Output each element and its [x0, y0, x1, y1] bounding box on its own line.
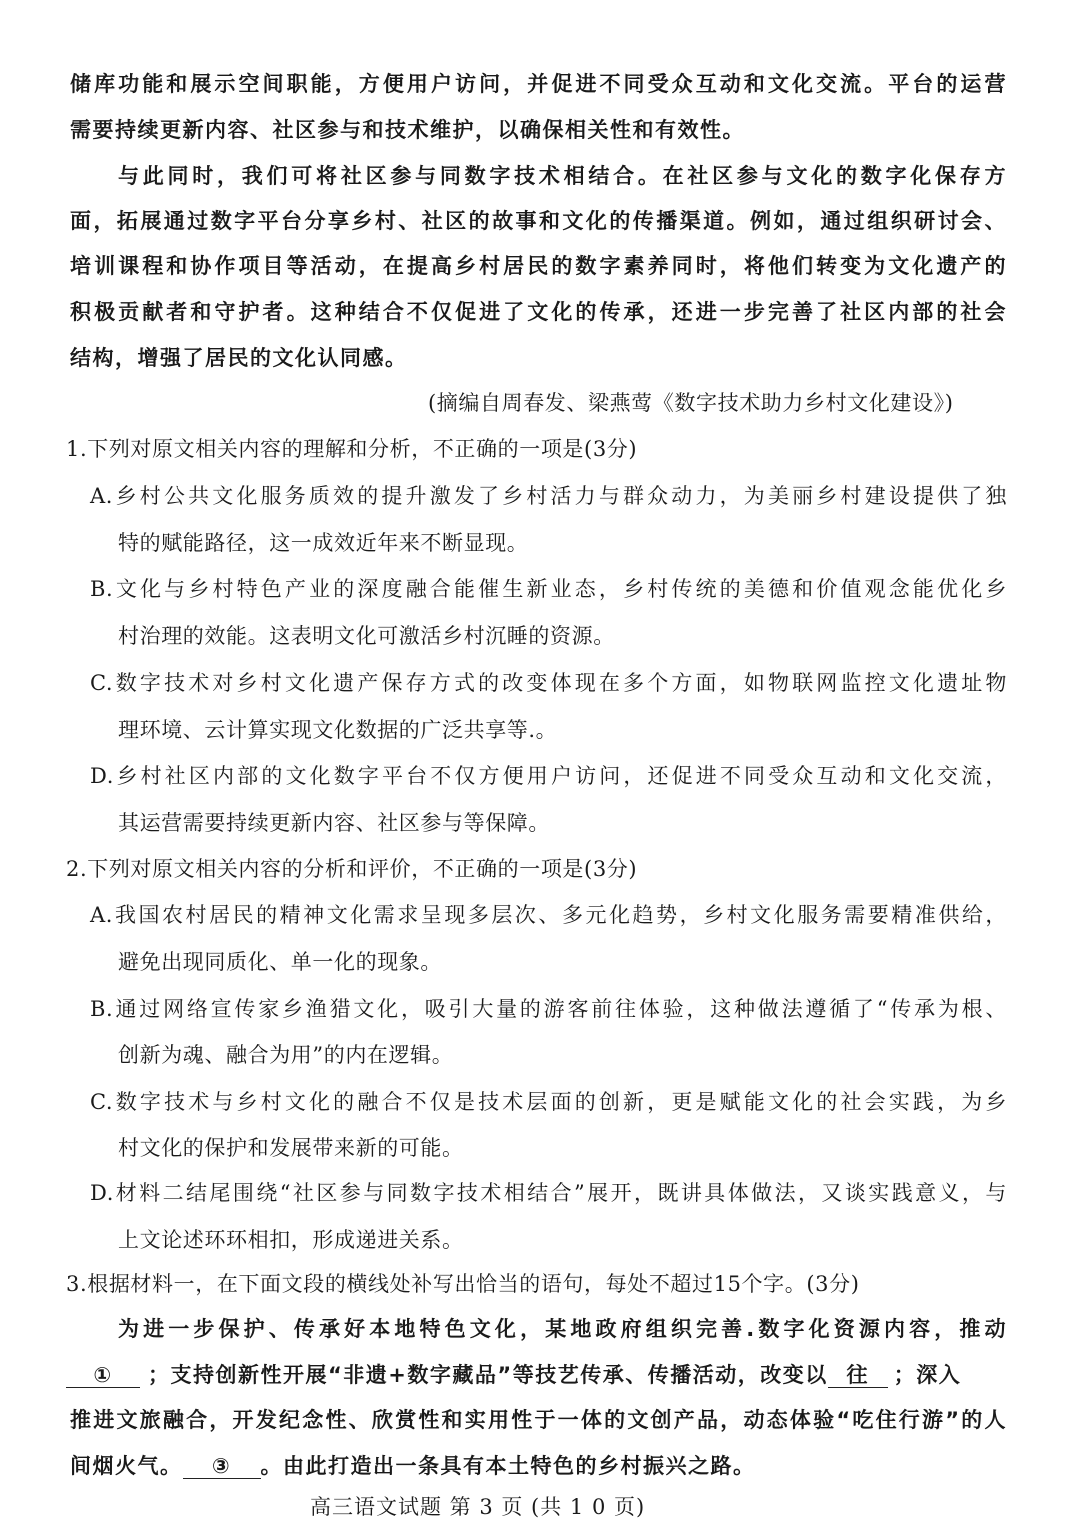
question-3-stem: 3.根据材料一，在下面文段的横线处补写出恰当的语句，每处不超过15个字。(3分)	[66, 1272, 860, 1296]
q1-option-b: B.文化与乡村特色产业的深度融合能催生新业态，乡村传统的美德和价值观念能优化乡	[90, 577, 1007, 601]
q1-option-a-cont: 特的赋能路径，这一成效近年来不断显现。	[118, 531, 529, 555]
q2-option-c-cont: 村文化的保护和发展带来新的可能。	[118, 1136, 464, 1160]
q2-option-b-cont: 创新为魂、融合为用”的内在逻辑。	[118, 1043, 454, 1067]
q1-option-c: C.数字技术对乡村文化遗产保存方式的改变体现在多个方面，如物联网监控文化遗址物	[90, 671, 1007, 695]
q1-option-a: A.乡村公共文化服务质效的提升激发了乡村活力与群众动力，为美丽乡村建设提供了独	[90, 484, 1007, 508]
q1-option-b-cont: 村治理的效能。这表明文化可激活乡村沉睡的资源。	[118, 624, 615, 648]
passage-line: 储库功能和展示空间职能，方便用户访问，并促进不同受众互动和文化交流。平台的运营	[70, 72, 1007, 96]
passage-source: (摘编自周春发、梁燕莺《数字技术助力乡村文化建设》)	[428, 391, 954, 415]
answer-blank-1[interactable]: ①	[66, 1364, 140, 1388]
page-footer: 高三语文试题 第 3 页 (共 1 0 页)	[310, 1495, 646, 1519]
question-2-stem: 2.下列对原文相关内容的分析和评价，不正确的一项是(3分)	[66, 857, 638, 881]
q2-option-d-cont: 上文论述环环相扣，形成递进关系。	[118, 1228, 464, 1252]
q3-text: 。由此打造出一条具有本土特色的乡村振兴之路。	[260, 1454, 756, 1478]
q3-passage-line: 推进文旅融合，开发纪念性、欣赏性和实用性于一体的文创产品，动态体验“吃住行游”的人	[70, 1408, 1007, 1432]
passage-line: 结构，增强了居民的文化认同感。	[70, 346, 408, 370]
passage-line: 面，拓展通过数字平台分享乡村、社区的故事和文化的传播渠道。例如，通过组织研讨会、	[70, 209, 1007, 233]
q2-option-a-cont: 避免出现同质化、单一化的现象。	[118, 950, 442, 974]
q3-text: 间烟火气。	[70, 1454, 183, 1478]
q3-text: ；支持创新性开展“非遗+数字藏品”等技艺传承、传播活动，改变以	[148, 1363, 828, 1387]
q1-option-d: D.乡村社区内部的文化数字平台不仅方便用户访问，还促进不同受众互动和文化交流，	[90, 764, 1007, 788]
q2-option-b: B.通过网络宣传家乡渔猎文化，吸引大量的游客前往体验，这种做法遵循了“传承为根、	[90, 997, 1007, 1021]
passage-line: 积极贡献者和守护者。这种结合不仅促进了文化的传承，还进一步完善了社区内部的社会	[70, 300, 1007, 324]
q3-text: ；深入	[893, 1363, 962, 1387]
passage-line: 需要持续更新内容、社区参与和技术维护，以确保相关性和有效性。	[70, 118, 745, 142]
q3-passage-line: 为进一步保护、传承好本地特色文化，某地政府组织完善.数字化资源内容，推动	[118, 1317, 1007, 1341]
q2-option-c: C.数字技术与乡村文化的融合不仅是技术层面的创新，更是赋能文化的社会实践，为乡	[90, 1090, 1007, 1114]
answer-blank-2[interactable]: 往	[828, 1364, 888, 1388]
q3-passage-line	[66, 1359, 1007, 1389]
q3-passage-line	[70, 1450, 756, 1480]
q2-option-a: A.我国农村居民的精神文化需求呈现多层次、多元化趋势，乡村文化服务需要精准供给，	[90, 903, 1007, 927]
answer-blank-3[interactable]: ③	[183, 1455, 261, 1479]
question-1-stem: 1.下列对原文相关内容的理解和分析，不正确的一项是(3分)	[66, 437, 638, 461]
q1-option-c-cont: 理环境、云计算实现文化数据的广泛共享等.。	[118, 718, 558, 742]
q2-option-d: D.材料二结尾围绕“社区参与同数字技术相结合”展开，既讲具体做法，又谈实践意义，与	[90, 1181, 1007, 1205]
passage-line: 培训课程和协作项目等活动，在提高乡村居民的数字素养同时，将他们转变为文化遗产的	[70, 254, 1007, 278]
q1-option-d-cont: 其运营需要持续更新内容、社区参与等保障。	[118, 811, 550, 835]
passage-line: 与此同时，我们可将社区参与同数字技术相结合。在社区参与文化的数字化保存方	[118, 164, 1007, 188]
